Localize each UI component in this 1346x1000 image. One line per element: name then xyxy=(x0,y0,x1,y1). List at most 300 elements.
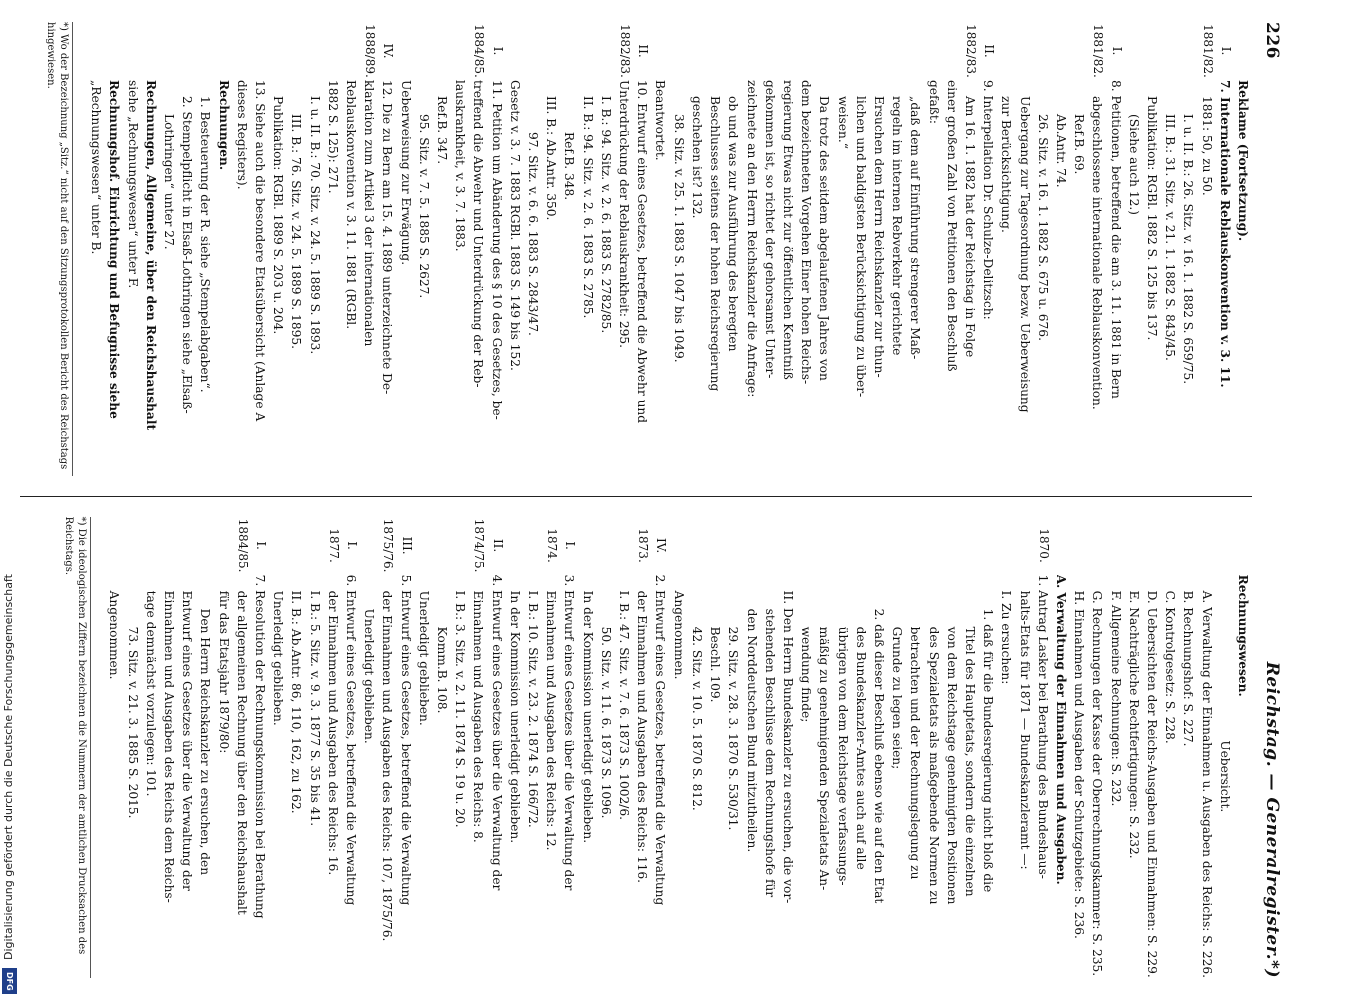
session-marker xyxy=(1179,517,1197,575)
register-line xyxy=(1106,517,1124,978)
dfg-logo: DFG xyxy=(2,968,17,994)
register-line xyxy=(597,517,615,978)
register-line xyxy=(578,22,596,476)
register-line xyxy=(1179,517,1197,978)
register-line xyxy=(670,517,688,978)
session-marker xyxy=(451,517,469,575)
session-marker xyxy=(924,517,942,575)
entry-text: regierung Etwas nicht zur öffentlichen Kenntniß xyxy=(780,80,795,380)
entry-text: Da trotz des seitdem abgelaufenen Jahres von xyxy=(817,96,832,381)
entry-text: III. B.: 76. Sitz. v. 24. 5. 1889 S. 1895. xyxy=(289,114,304,349)
register-line xyxy=(233,22,251,476)
session-marker: 1884/85. xyxy=(235,518,250,573)
register-line xyxy=(997,22,1015,476)
entry-text: Ersuchen dem Herrn Reichskanzler zur thun- xyxy=(871,96,886,378)
entry-text: Einnahmen und Ausgaben des Reichs dem Reichs- xyxy=(162,590,177,903)
register-line xyxy=(779,517,797,978)
register-line xyxy=(1015,22,1033,476)
session-marker xyxy=(688,22,706,80)
session-marker xyxy=(597,517,615,575)
register-line xyxy=(961,517,979,978)
register-line xyxy=(742,517,760,978)
entry-text: I. Zu ersuchen: xyxy=(999,590,1014,685)
entry-text: der Einnahmen und Ausgaben des Reichs: 116. xyxy=(635,590,650,883)
session-marker xyxy=(706,517,724,575)
session-marker xyxy=(797,517,815,575)
register-line xyxy=(1125,517,1143,978)
left-column xyxy=(20,22,1252,496)
session-marker xyxy=(123,517,141,575)
session-marker xyxy=(651,22,669,80)
entry-text: B. Rechnungshof: S. 227. xyxy=(1181,590,1196,747)
session-marker xyxy=(833,517,851,575)
session-marker: 1870. xyxy=(1036,528,1051,563)
session-marker xyxy=(615,517,633,575)
register-line xyxy=(633,517,651,978)
register-line xyxy=(979,22,997,476)
page-number: 226 xyxy=(1262,22,1282,59)
register-line xyxy=(1161,22,1179,476)
register-line xyxy=(688,22,706,476)
entry-text: weisen.“ xyxy=(835,96,850,149)
register-line xyxy=(214,22,232,476)
session-marker xyxy=(1234,517,1252,575)
register-line xyxy=(123,517,141,978)
entry-text: von dem Reichstage genehmigten Positionen xyxy=(944,626,959,905)
session-marker xyxy=(105,517,123,575)
session-marker xyxy=(852,517,870,575)
entry-text: 29. Sitz. v. 28. 3. 1870 S. 530/31. xyxy=(726,626,741,831)
register-line xyxy=(924,22,942,476)
register-line xyxy=(287,22,305,476)
entry-text: 10. Entwurf eines Gesetzes, betreffend die Abwehr und xyxy=(635,80,650,424)
register-line xyxy=(105,517,123,978)
session-marker xyxy=(233,22,251,80)
register-line xyxy=(706,517,724,978)
entry-text: 8. Petitionen, betreffend die am 3. 11. 1881 in Bern xyxy=(1108,80,1123,399)
register-line xyxy=(852,22,870,476)
entry-text: Ueberweisung zur Erwägung. xyxy=(398,80,413,266)
session-marker xyxy=(724,517,742,575)
entry-text: siehe „Rechnungswesen“ unter F. xyxy=(125,80,140,289)
register-line xyxy=(1034,22,1052,476)
session-marker xyxy=(761,22,779,80)
entry-text: F. Allgemeine Rechnungen: S. 232. xyxy=(1108,590,1123,807)
register-line xyxy=(487,517,505,978)
register-line xyxy=(706,22,724,476)
session-marker xyxy=(1015,22,1033,80)
session-marker xyxy=(433,22,451,80)
register-line xyxy=(214,517,232,978)
entry-text: 6. Entwurf eines Gesetzes, betreffend die Verwaltung xyxy=(344,574,359,906)
register-line xyxy=(797,517,815,978)
register-line xyxy=(906,517,924,978)
register-line xyxy=(142,517,160,978)
session-marker: 1882/83. xyxy=(618,24,633,78)
register-line xyxy=(997,517,1015,978)
entry-text: II. B.: 94. Sitz. v. 2. 6. 1883 S. 2785. xyxy=(580,96,595,319)
entry-text: Den Herrn Reichskanzler zu ersuchen, den xyxy=(198,608,213,876)
entry-text: Ref.B. 347. xyxy=(435,96,450,165)
entry-text: ob und was zur Ausführung des beregten xyxy=(726,96,741,352)
entry-text: wendung finde; xyxy=(799,626,814,723)
register-line xyxy=(269,517,287,978)
entry-text: „daß dem auf Einführung strengerer Maß- xyxy=(908,96,923,360)
session-marker: 1881/82. xyxy=(1200,24,1215,78)
register-line xyxy=(269,22,287,476)
entry-text: Angenommen. xyxy=(671,590,686,680)
register-line xyxy=(178,22,196,476)
entry-text: Angenommen. xyxy=(107,590,122,680)
session-marker xyxy=(178,517,196,575)
register-line xyxy=(251,22,269,476)
session-marker xyxy=(1034,22,1052,80)
entry-text: mäßig zu genehmigenden Spezialetats An- xyxy=(817,626,832,891)
entry-text: G. Rechnungen der Kasse der Oberrechnungskammer: S. 235. xyxy=(1090,590,1105,977)
register-line xyxy=(305,517,323,978)
session-marker xyxy=(870,517,888,575)
entry-text: Entwurf eines Gesetzes über die Verwaltung der xyxy=(180,590,195,891)
register-line xyxy=(724,22,742,476)
register-line xyxy=(797,22,815,476)
register-line xyxy=(1216,517,1234,978)
register-line xyxy=(524,517,542,978)
entry-text: H. Einnahmen und Ausgaben der Schutzgebiete: S. 236. xyxy=(1072,590,1087,939)
register-line xyxy=(506,517,524,978)
register-line xyxy=(178,517,196,978)
entry-text: treffend die Abwehr und Unterdrückung der Reb- xyxy=(471,80,486,388)
register-line xyxy=(651,517,669,978)
session-marker xyxy=(524,517,542,575)
entry-text: A. Verwaltung der Einnahmen und Ausgaben. xyxy=(1053,574,1068,885)
footnote: *) Wo der Bezeichnung „Sitz.“ nicht auf den Sitzungsprotokollen Bericht des Reichstags hingewiesen. xyxy=(44,22,73,476)
register-line xyxy=(633,22,651,476)
register-line xyxy=(1143,517,1161,978)
entry-text: der Einnahmen und Ausgaben des Reichs: 16. xyxy=(325,590,340,876)
register-line xyxy=(415,517,433,978)
entry-text: abgeschlossene internationale Reblauskonvention. xyxy=(1090,96,1105,410)
register-line xyxy=(1088,517,1106,978)
register-line xyxy=(396,22,414,476)
register-line xyxy=(142,22,160,476)
entry-text: gefaßt: xyxy=(926,80,941,124)
session-marker: I. xyxy=(563,541,578,550)
entry-text: für das Etatsjahr 1879/80: xyxy=(216,590,231,754)
register-line xyxy=(1234,22,1252,476)
session-marker xyxy=(123,22,141,80)
register-line xyxy=(1070,517,1088,978)
register-line xyxy=(415,22,433,476)
entry-text: 13. Siehe auch die besondere Etatsübersicht (Anlage A xyxy=(253,80,268,422)
entry-text: geschehen ist? 132. xyxy=(689,96,704,219)
right-column xyxy=(20,496,1252,978)
entry-text: Unerledigt geblieben. xyxy=(362,608,377,744)
register-line xyxy=(342,22,360,476)
register-line xyxy=(1070,22,1088,476)
register-line xyxy=(324,22,342,476)
session-marker xyxy=(1234,22,1252,80)
session-marker xyxy=(888,22,906,80)
session-marker xyxy=(997,517,1015,575)
entry-text: Am 16. 1. 1882 hat der Reichstag in Folge xyxy=(962,96,977,358)
entry-text: den Norddeutschen Bund mitzutheilen. xyxy=(744,608,759,853)
entry-text: 4. Entwurf eines Gesetzes über die Verwaltung der xyxy=(489,574,504,891)
entry-text: Rechnungswesen. xyxy=(1236,574,1250,697)
session-marker xyxy=(214,517,232,575)
register-line xyxy=(87,22,105,476)
register-line xyxy=(651,22,669,476)
register-line xyxy=(542,517,560,978)
entry-text: D. Uebersichten der Reichs-Ausgaben und Einnahmen: S. 229. xyxy=(1144,590,1159,978)
session-marker: 1875/76. xyxy=(381,518,396,573)
session-marker xyxy=(542,22,560,80)
register-line xyxy=(233,517,251,978)
entry-text: I. B.: 10. Sitz. v. 23. 2. 1874 S. 166/72. xyxy=(526,590,541,828)
register-line xyxy=(360,22,378,476)
entry-text: I. B.: 3. Sitz. v. 2. 11. 1874 S. 19 u. 20. xyxy=(453,590,468,828)
two-column-body xyxy=(20,22,1252,978)
register-line xyxy=(433,517,451,978)
session-marker xyxy=(1161,517,1179,575)
register-line xyxy=(1106,22,1124,476)
session-marker xyxy=(943,22,961,80)
entry-text: 1. Besteuerung der R. siehe „Stempelabgaben“. xyxy=(198,96,213,393)
register-line xyxy=(852,517,870,978)
session-marker xyxy=(1179,22,1197,80)
session-marker xyxy=(506,517,524,575)
entry-text: Reblauskonvention v. 3. 11. 1881 (RGBl. xyxy=(344,80,359,330)
entry-text: 2. Stempelpflicht in Elsaß-Lothringen siehe „Elsaß- xyxy=(180,96,195,414)
register-line xyxy=(888,22,906,476)
entry-text: 11. Petition um Abänderung des § 10 des Gesetzes, be- xyxy=(489,80,504,420)
session-marker xyxy=(924,22,942,80)
register-line xyxy=(1052,517,1070,978)
session-marker xyxy=(815,517,833,575)
entry-text: Gesetz v. 3. 7. 1883 RGBl. 1883 S. 149 bis 152. xyxy=(507,80,522,371)
entry-text: I. B.: 5. Sitz. v. 9. 3. 1877 S. 35 bis 41. xyxy=(307,590,322,827)
entry-text: betrachten und der Rechnungslegung zu xyxy=(908,626,923,880)
register-line xyxy=(1143,22,1161,476)
session-marker xyxy=(1143,517,1161,575)
register-line xyxy=(761,517,779,978)
register-line xyxy=(833,22,851,476)
register-line xyxy=(779,22,797,476)
register-line xyxy=(888,517,906,978)
session-marker: I. xyxy=(490,46,505,56)
register-line xyxy=(469,22,487,476)
digitization-credit: Digitalisierung gefördert durch die Deutsche Forschungsgemeinschaft xyxy=(2,574,15,960)
session-marker xyxy=(415,22,433,80)
entry-text: Beschlusses seitens der hohen Reichsregierung xyxy=(708,96,723,392)
entry-text: der allgemeinen Rechnung über den Reichshaushalt xyxy=(234,590,249,915)
session-marker: 1873. xyxy=(636,528,651,563)
entry-text: Uebergang zur Tagesordnung bezw. Ueberweisung xyxy=(1017,96,1032,413)
entry-text: 1. daß für die Bundesregierung nicht bloß die xyxy=(981,608,996,893)
session-marker xyxy=(597,22,615,80)
entry-text: C. Kontrolgesetz: S. 228. xyxy=(1163,590,1178,744)
entry-text: 12. Die zu Bern am 15. 4. 1889 unterzeichnete De- xyxy=(380,80,395,395)
entry-text: halts-Etats für 1871 — Bundeskanzleramt —: xyxy=(1017,590,1032,870)
register-line xyxy=(615,22,633,476)
register-line xyxy=(815,22,833,476)
entry-text: tage demnächst vorzulegen: 101. xyxy=(143,590,158,797)
register-line xyxy=(979,517,997,978)
register-line xyxy=(105,22,123,476)
entry-text: Ref.B. 348. xyxy=(562,132,577,201)
session-marker xyxy=(305,517,323,575)
register-line xyxy=(724,517,742,978)
register-line xyxy=(961,22,979,476)
register-line xyxy=(251,517,269,978)
entry-text: Unterdrückung der Reblauskrankheit: 295. xyxy=(617,80,632,348)
register-line xyxy=(943,22,961,476)
register-line xyxy=(469,517,487,978)
session-marker xyxy=(87,22,105,80)
entry-text: Rechnungen. xyxy=(216,80,231,171)
register-line xyxy=(1015,517,1033,978)
entry-text: Beschl. 109. xyxy=(708,626,723,703)
session-marker: 1881/82. xyxy=(1091,24,1106,78)
entry-text: 50. Sitz. v. 11. 6. 1873 S. 1096. xyxy=(598,626,613,819)
entry-text: In der Kommission unerledigt geblieben. xyxy=(580,590,595,844)
session-marker xyxy=(287,22,305,80)
register-line xyxy=(160,22,178,476)
session-marker xyxy=(342,22,360,80)
session-marker xyxy=(251,22,269,80)
register-line xyxy=(305,22,323,476)
session-marker: 1874. xyxy=(545,528,560,563)
entry-text: zur Berücksichtigung. xyxy=(999,96,1014,233)
entry-text: „Rechnungswesen“ unter B. xyxy=(89,80,104,255)
session-marker xyxy=(1197,517,1215,575)
register-line xyxy=(1234,517,1252,978)
session-marker xyxy=(670,517,688,575)
register-line xyxy=(906,22,924,476)
register-line xyxy=(451,517,469,978)
entry-text: III. B.: Ab.Antr. 350. xyxy=(544,96,559,221)
session-marker xyxy=(1052,517,1070,575)
session-marker: I. xyxy=(1109,46,1124,56)
register-line xyxy=(870,517,888,978)
entry-text: 3. Entwurf eines Gesetzes über die Verwaltung der xyxy=(562,574,577,891)
entry-text: der Einnahmen und Ausgaben des Reichs: 107, 1875/76. xyxy=(380,590,395,942)
session-marker xyxy=(433,517,451,575)
session-marker xyxy=(396,22,414,80)
register-line xyxy=(761,22,779,476)
entry-text: I. B.: 47. Sitz. v. 7. 6. 1873 S. 1002/6. xyxy=(617,590,632,821)
entry-text: I. B.: 94. Sitz. v. 2. 6. 1883 S. 2782/85. xyxy=(598,96,613,334)
session-marker xyxy=(833,22,851,80)
session-marker xyxy=(1106,517,1124,575)
session-marker xyxy=(1070,22,1088,80)
register-line xyxy=(943,517,961,978)
register-line xyxy=(924,517,942,978)
entry-text: einer großen Zahl von Petitionen den Beschluß xyxy=(944,80,959,372)
entry-text: 7. Resolution der Rechnungskommission bei Berathung xyxy=(253,574,268,919)
entry-text: dieses Registers). xyxy=(234,80,249,190)
entry-text: 1. Antrag Lasker bei Berathung des Bundeshaus- xyxy=(1035,574,1050,879)
session-marker: IV. xyxy=(654,538,669,554)
entry-text: Komm.B. 108. xyxy=(435,626,450,714)
register-line xyxy=(324,517,342,978)
page-title: Reichstag. — Generalregister.*) xyxy=(1262,661,1282,978)
entry-text: Beantwortet. xyxy=(653,80,668,161)
session-marker: I. xyxy=(1218,46,1233,56)
entry-text: Unerledigt geblieben. xyxy=(416,590,431,726)
session-marker xyxy=(1161,22,1179,80)
register-line xyxy=(433,22,451,476)
session-marker: I. xyxy=(345,541,360,550)
entry-text: II. B.: Ab.Antr. 86, 110, 162, zu 162. xyxy=(289,590,304,814)
entry-text: Lothringen“ unter 27. xyxy=(162,114,177,250)
entry-text: I. u. II. B.: 70. Sitz. v. 24. 5. 1889 S. 1893. xyxy=(307,96,322,355)
register-line xyxy=(1197,22,1215,476)
register-line xyxy=(742,22,760,476)
register-line xyxy=(1161,517,1179,978)
session-marker: II. xyxy=(636,44,651,58)
entry-text: 2. Entwurf eines Gesetzes, betreffend die Verwaltung xyxy=(653,574,668,906)
entry-text: In der Kommission unerledigt geblieben. xyxy=(507,590,522,844)
session-marker xyxy=(1216,517,1234,575)
session-marker xyxy=(360,517,378,575)
entry-text: Rechnungen, Allgemeine, über den Reichshaushalt xyxy=(143,80,158,431)
session-marker xyxy=(578,22,596,80)
register-line xyxy=(670,22,688,476)
session-marker xyxy=(160,517,178,575)
entry-text: III. B.: 31. Sitz. v. 21. 1. 1882 S. 843/45. xyxy=(1163,114,1178,361)
entry-text: A. Verwaltung der Einnahmen u. Ausgaben des Reichs: S. 226. xyxy=(1199,590,1214,978)
session-marker xyxy=(578,517,596,575)
session-marker xyxy=(979,517,997,575)
register-line xyxy=(542,22,560,476)
session-marker xyxy=(451,22,469,80)
register-line xyxy=(506,22,524,476)
entry-text: Grunde zu legen seien; xyxy=(890,626,905,770)
session-marker xyxy=(742,517,760,575)
session-marker xyxy=(142,517,160,575)
register-line xyxy=(560,517,578,978)
register-line xyxy=(597,22,615,476)
session-marker xyxy=(415,517,433,575)
session-marker xyxy=(761,517,779,575)
register-line xyxy=(196,22,214,476)
session-marker: 1874/75. xyxy=(472,518,487,573)
session-marker xyxy=(324,22,342,80)
register-line xyxy=(378,517,396,978)
register-line xyxy=(396,517,414,978)
session-marker xyxy=(779,22,797,80)
entry-text: 26. Sitz. v. 16. 1. 1882 S. 675 u. 676. xyxy=(1035,114,1050,341)
session-marker xyxy=(888,517,906,575)
entry-text: Einnahmen und Ausgaben des Reichs: 12. xyxy=(544,590,559,851)
register-line xyxy=(123,22,141,476)
entry-text: II. Den Herrn Bundeskanzler zu ersuchen, die vor- xyxy=(780,590,795,904)
footnote: *) Die ideologischen Ziffern bezeichnen die Nummern der amtlichen Drucksachen des Reichstags. xyxy=(62,517,91,978)
session-marker: II. xyxy=(490,538,505,553)
entry-text: Publikation: RGBl. 1889 S. 203 u. 204. xyxy=(271,96,286,335)
entry-text: Uebersicht. xyxy=(1217,740,1232,813)
session-marker: II. xyxy=(982,44,997,58)
session-marker xyxy=(943,517,961,575)
session-marker: 1882/83. xyxy=(963,24,978,78)
register-line xyxy=(342,517,360,978)
entry-text: gekommen ist, so richtet der gehorsamst Unter- xyxy=(762,80,777,379)
entry-text: Ab.Antr. 74. xyxy=(1053,114,1068,188)
register-line xyxy=(870,22,888,476)
entry-text: zeichnete an den Herrn Reichskanzler die Anfrage: xyxy=(744,80,759,398)
entry-text: 7. Internationale Reblauskonvention v. 3. 11. xyxy=(1217,80,1232,388)
session-marker xyxy=(870,22,888,80)
